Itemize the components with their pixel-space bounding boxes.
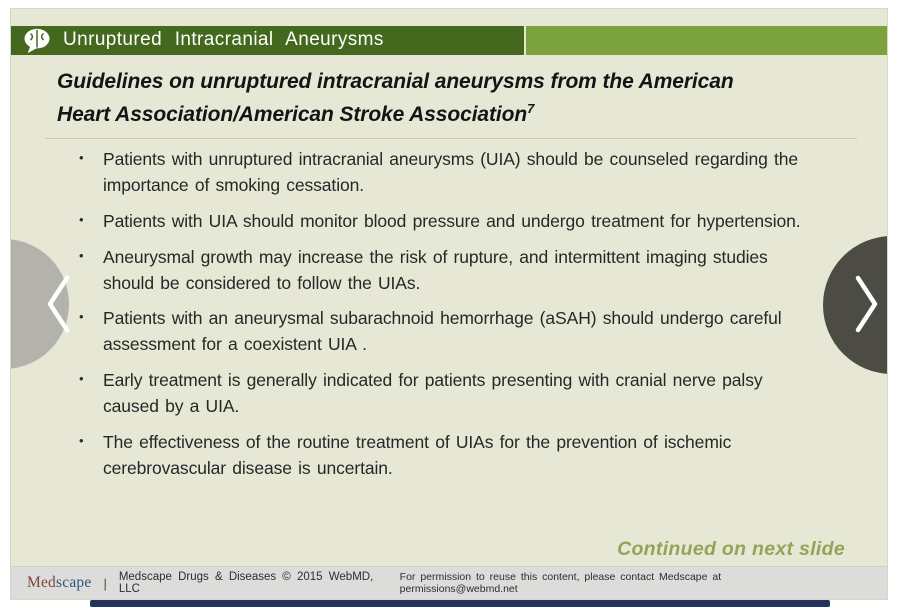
header-title-band — [11, 26, 524, 55]
logo-part-med: Med — [27, 574, 57, 591]
footer-separator: | — [103, 575, 107, 591]
guidelines-list — [79, 147, 847, 492]
bullet-marker: • — [79, 211, 84, 227]
logo-part-scape: scape — [56, 574, 92, 591]
continued-note: Continued on next slide — [617, 538, 845, 560]
slide-title: Unruptured Intracranial Aneurysms — [63, 28, 384, 50]
list-item — [79, 209, 847, 235]
bullet-marker: • — [79, 309, 84, 325]
slide-header-bar — [11, 26, 887, 55]
list-item — [79, 368, 847, 420]
list-item — [79, 430, 847, 482]
reference-superscript: 7 — [527, 100, 535, 116]
bullet-text: Patients with unruptured intracranial aneurysms (UIA) should be counseled regarding the importance of smoking cessation. — [103, 149, 799, 195]
list-item — [79, 147, 847, 199]
slide-canvas — [10, 8, 888, 600]
bullet-text: The effectiveness of the routine treatment of UIAs for the prevention of ischemic cerebrovascular disease is uncertain. — [103, 432, 732, 478]
page-title — [57, 66, 867, 131]
bullet-text: Early treatment is generally indicated for patients presenting with cranial nerve palsy caused by a UIA. — [103, 370, 763, 417]
brain-speech-bubble-icon — [21, 28, 53, 54]
heading-divider — [45, 138, 857, 139]
bottom-accent-bar — [90, 600, 830, 607]
list-item — [79, 306, 847, 358]
header-accent-band — [526, 26, 887, 55]
bullet-marker: • — [79, 150, 84, 165]
medscape-logo — [27, 574, 91, 592]
copyright-text: Medscape Drugs & Diseases © 2015 WebMD, LLC — [118, 571, 374, 595]
bullet-marker: • — [79, 433, 84, 449]
footer-attribution-group — [27, 571, 400, 595]
prev-slide-button[interactable] — [10, 239, 69, 369]
heading-line1: Guidelines on unruptured intracranial aneurysms from the American — [57, 70, 734, 93]
bullet-text: Patients with UIA should monitor blood pressure and undergo treatment for hypertension. — [103, 210, 801, 231]
permission-text: For permission to reuse this content, please contact Medscape at permissions@webmd.net — [399, 571, 722, 595]
bullet-marker: • — [79, 247, 84, 263]
footer-bar — [11, 566, 887, 599]
heading-line2: Heart Association/American Stroke Association — [57, 102, 528, 126]
bullet-text: Patients with an aneurysmal subarachnoid hemorrhage (aSAH) should undergo careful assessment for a coexistent UIA . — [103, 308, 782, 355]
bullet-marker: • — [79, 371, 84, 387]
list-item — [79, 245, 847, 297]
bullet-text: Aneurysmal growth may increase the risk of rupture, and intermittent imaging studies should be considered to follow the UIAs. — [103, 246, 768, 293]
